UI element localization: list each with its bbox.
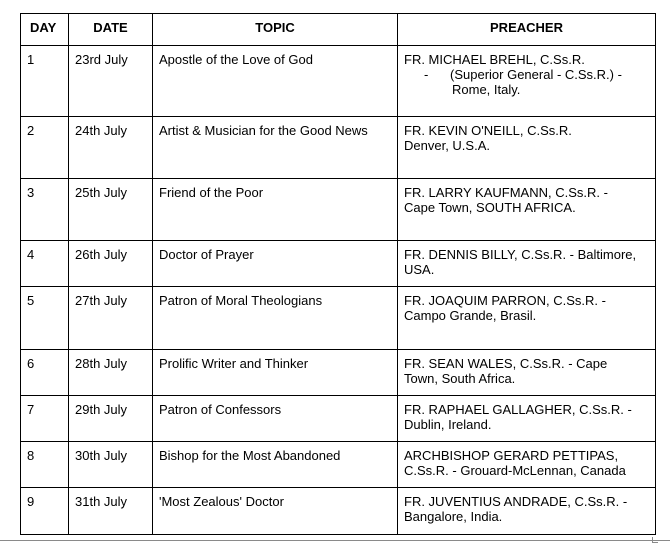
preacher-line: USA.: [404, 262, 435, 277]
preacher-line: Campo Grande, Brasil.: [404, 308, 537, 323]
date-cell: 23rd July: [69, 46, 153, 117]
date-cell: 29th July: [69, 396, 153, 442]
preacher-cell: [398, 396, 656, 442]
topic-cell: Prolific Writer and Thinker: [153, 350, 398, 396]
day-cell: 2: [21, 117, 69, 179]
preacher-cell: [398, 241, 656, 287]
day-cell: 7: [21, 396, 69, 442]
day-cell: 5: [21, 287, 69, 350]
preacher-line: Rome, Italy.: [452, 82, 521, 97]
header-preacher: PREACHER: [398, 14, 656, 46]
day-cell: 9: [21, 488, 69, 535]
table-row: [21, 396, 656, 442]
table-row: [21, 350, 656, 396]
topic-cell: Patron of Moral Theologians: [153, 287, 398, 350]
table-row: [21, 179, 656, 241]
preacher-line: Dublin, Ireland.: [404, 417, 492, 432]
date-cell: 25th July: [69, 179, 153, 241]
preacher-line: FR. MICHAEL BREHL, C.Ss.R.: [404, 52, 585, 67]
preacher-line: FR. SEAN WALES, C.Ss.R. - Cape: [404, 356, 608, 371]
day-cell: 1: [21, 46, 69, 117]
preacher-cell: [398, 179, 656, 241]
preacher-line: ARCHBISHOP GERARD PETTIPAS,: [404, 448, 619, 463]
topic-cell: Bishop for the Most Abandoned: [153, 442, 398, 488]
header-date: DATE: [69, 14, 153, 46]
preacher-line: C.Ss.R. - Grouard-McLennan, Canada: [404, 463, 626, 478]
page-corner-mark: [652, 537, 658, 543]
table-row: [21, 117, 656, 179]
header-row: [21, 14, 656, 46]
preacher-cell: [398, 442, 656, 488]
preacher-line: FR. DENNIS BILLY, C.Ss.R. - Baltimore,: [404, 247, 637, 262]
date-cell: 31th July: [69, 488, 153, 535]
table-row: [21, 46, 656, 117]
topic-cell: Friend of the Poor: [153, 179, 398, 241]
preacher-cell: [398, 117, 656, 179]
preacher-cell: [398, 488, 656, 535]
preacher-line: Cape Town, SOUTH AFRICA.: [404, 200, 576, 215]
preacher-line: Denver, U.S.A.: [404, 138, 490, 153]
date-cell: 24th July: [69, 117, 153, 179]
topic-cell: Doctor of Prayer: [153, 241, 398, 287]
preacher-cell: [398, 350, 656, 396]
topic-cell: Apostle of the Love of God: [153, 46, 398, 117]
date-cell: 26th July: [69, 241, 153, 287]
topic-cell: 'Most Zealous' Doctor: [153, 488, 398, 535]
preacher-line: FR. JUVENTIUS ANDRADE, C.Ss.R. -: [404, 494, 628, 509]
day-cell: 8: [21, 442, 69, 488]
day-cell: 6: [21, 350, 69, 396]
preacher-line: Town, South Africa.: [404, 371, 516, 386]
page-bottom-rule: [0, 540, 670, 541]
preacher-cell: [398, 46, 656, 117]
date-cell: 27th July: [69, 287, 153, 350]
table-row: [21, 287, 656, 350]
date-cell: 30th July: [69, 442, 153, 488]
day-cell: 4: [21, 241, 69, 287]
table-row: [21, 488, 656, 535]
preacher-schedule-table: [20, 13, 656, 535]
topic-cell: Artist & Musician for the Good News: [153, 117, 398, 179]
date-cell: 28th July: [69, 350, 153, 396]
preacher-line: FR. RAPHAEL GALLAGHER, C.Ss.R. -: [404, 402, 632, 417]
preacher-line: Bangalore, India.: [404, 509, 503, 524]
table-row: [21, 241, 656, 287]
header-day: DAY: [21, 14, 69, 46]
preacher-line: - (Superior General - C.Ss.R.) -: [424, 67, 622, 82]
preacher-line: FR. JOAQUIM PARRON, C.Ss.R. -: [404, 293, 606, 308]
header-topic: TOPIC: [153, 14, 398, 46]
day-cell: 3: [21, 179, 69, 241]
preacher-cell: [398, 287, 656, 350]
preacher-line: FR. KEVIN O'NEILL, C.Ss.R.: [404, 123, 572, 138]
table-row: [21, 442, 656, 488]
preacher-line: FR. LARRY KAUFMANN, C.Ss.R. -: [404, 185, 608, 200]
topic-cell: Patron of Confessors: [153, 396, 398, 442]
